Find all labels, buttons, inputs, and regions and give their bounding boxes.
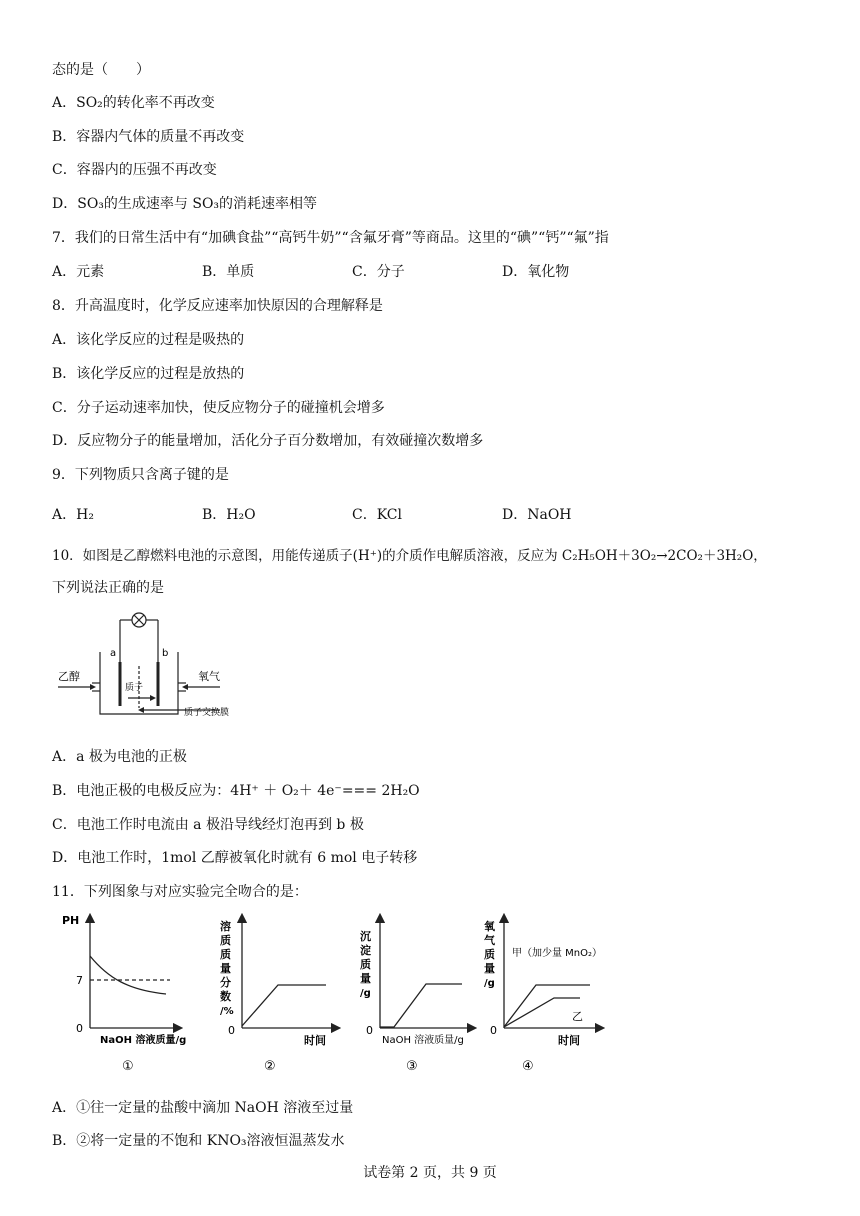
g4-series-jia: 甲（加少量 MnO₂） (512, 948, 603, 959)
g4-number: ④ (522, 1059, 534, 1074)
g2-ylabel-3: 质 (220, 948, 231, 961)
g3-xlabel: NaOH 溶液质量/g (382, 1035, 464, 1046)
membrane-label: 质子交换膜 (184, 708, 230, 718)
g2-number: ② (264, 1059, 276, 1074)
proton-label: 质子 (125, 683, 144, 693)
question-6-stem-end: 态的是（ ） (52, 62, 150, 78)
question-9-stem: 9．下列物质只含离子键的是 (52, 467, 229, 483)
q8-option-a: A．该化学反应的过程是吸热的 (52, 332, 245, 348)
g2-ylabel-1: 溶 (220, 920, 231, 933)
q10-option-d: D．电池工作时，1mol 乙醇被氧化时就有 6 mol 电子转移 (52, 850, 418, 866)
question-7-stem: 7．我们的日常生活中有“加碘食盐”“高钙牛奶”“含氟牙膏”等商品。这里的“碘”“钙”“氟”指 (52, 230, 609, 246)
question-10-stem-cont: 下列说法正确的是 (52, 580, 164, 596)
g4-zero: 0 (490, 1024, 497, 1037)
g2-ylabel-2: 质 (220, 934, 231, 947)
q9-option-d: D．NaOH (502, 507, 572, 523)
g2-ylabel-6: 数 (220, 990, 231, 1003)
g4-xlabel: 时间 (558, 1034, 580, 1047)
question-8-stem: 8．升高温度时，化学反应速率加快原因的合理解释是 (52, 298, 383, 314)
q6-option-d: D．SO₃的生成速率与 SO₃的消耗速率相等 (52, 196, 318, 212)
g2-zero: 0 (228, 1024, 235, 1037)
q7-option-b: B．单质 (202, 264, 255, 280)
q9-option-b: B．H₂O (202, 507, 256, 523)
g2-ylabel-5: 分 (220, 976, 231, 989)
electrode-b-label: b (162, 648, 169, 659)
question-11-stem: 11．下列图象与对应实验完全吻合的是： (52, 884, 308, 900)
q8-option-b: B．该化学反应的过程是放热的 (52, 366, 245, 382)
q7-option-c: C．分子 (352, 264, 405, 280)
g1-seven: 7 (76, 974, 83, 987)
g1-ylabel: PH (62, 914, 80, 927)
question-10-stem: 10．如图是乙醇燃料电池的示意图，用能传递质子(H⁺)的介质作电解质溶液，反应为 C₂H₅OH＋3O₂→2CO₂＋3H₂O， (52, 548, 767, 564)
g3-ylabel-4: 量 (360, 972, 371, 985)
q8-option-c: C．分子运动速率加快，使反应物分子的碰撞机会增多 (52, 400, 385, 416)
q6-option-b: B．容器内气体的质量不再改变 (52, 129, 245, 145)
q6-option-c: C．容器内的压强不再改变 (52, 162, 217, 178)
g3-zero: 0 (366, 1024, 373, 1037)
q11-option-b: B．②将一定量的不饱和 KNO₃溶液恒温蒸发水 (52, 1133, 345, 1149)
g2-ylabel-7: /% (220, 1006, 234, 1017)
q7-option-a: A．元素 (52, 264, 105, 280)
q7-option-d: D．氧化物 (502, 264, 570, 280)
q10-option-a: A．a 极为电池的正极 (52, 749, 187, 765)
g4-series-yi: 乙 (572, 1010, 583, 1023)
g3-number: ③ (406, 1059, 418, 1074)
g2-xlabel: 时间 (304, 1034, 326, 1047)
q10-option-c: C．电池工作时电流由 a 极沿导线经灯泡再到 b 极 (52, 817, 364, 833)
g1-number: ① (122, 1059, 134, 1074)
q9-option-a: A．H₂ (52, 507, 94, 523)
graphs-panel (60, 910, 660, 1082)
fuel-cell-diagram (52, 612, 272, 724)
q10-option-b: B．电池正极的电极反应为：4H⁺ ＋ O₂＋ 4e⁻=== 2H₂O (52, 783, 420, 799)
g3-ylabel-2: 淀 (360, 944, 371, 957)
g4-ylabel-5: /g (484, 978, 495, 989)
ethanol-label: 乙醇 (58, 670, 80, 683)
g3-ylabel-5: /g (360, 988, 371, 999)
q9-option-c: C．KCl (352, 507, 402, 523)
page-footer: 试卷第 2 页，共 9 页 (363, 1165, 497, 1181)
g1-zero: 0 (76, 1022, 83, 1035)
electrode-a-label: a (110, 648, 117, 659)
g4-ylabel-3: 质 (484, 948, 495, 961)
oxygen-label: 氧气 (198, 670, 220, 683)
q6-option-a: A．SO₂的转化率不再改变 (52, 95, 215, 111)
q11-option-a: A．①往一定量的盐酸中滴加 NaOH 溶液至过量 (52, 1100, 354, 1116)
g3-ylabel-1: 沉 (360, 930, 371, 943)
g1-xlabel: NaOH 溶液质量/g (100, 1035, 187, 1046)
g4-ylabel-1: 氧 (484, 920, 495, 933)
g3-ylabel-3: 质 (360, 958, 371, 971)
g4-ylabel-4: 量 (484, 962, 495, 975)
q8-option-d: D．反应物分子的能量增加，活化分子百分数增加，有效碰撞次数增多 (52, 433, 484, 449)
g4-ylabel-2: 气 (484, 934, 495, 947)
g2-ylabel-4: 量 (220, 962, 231, 975)
